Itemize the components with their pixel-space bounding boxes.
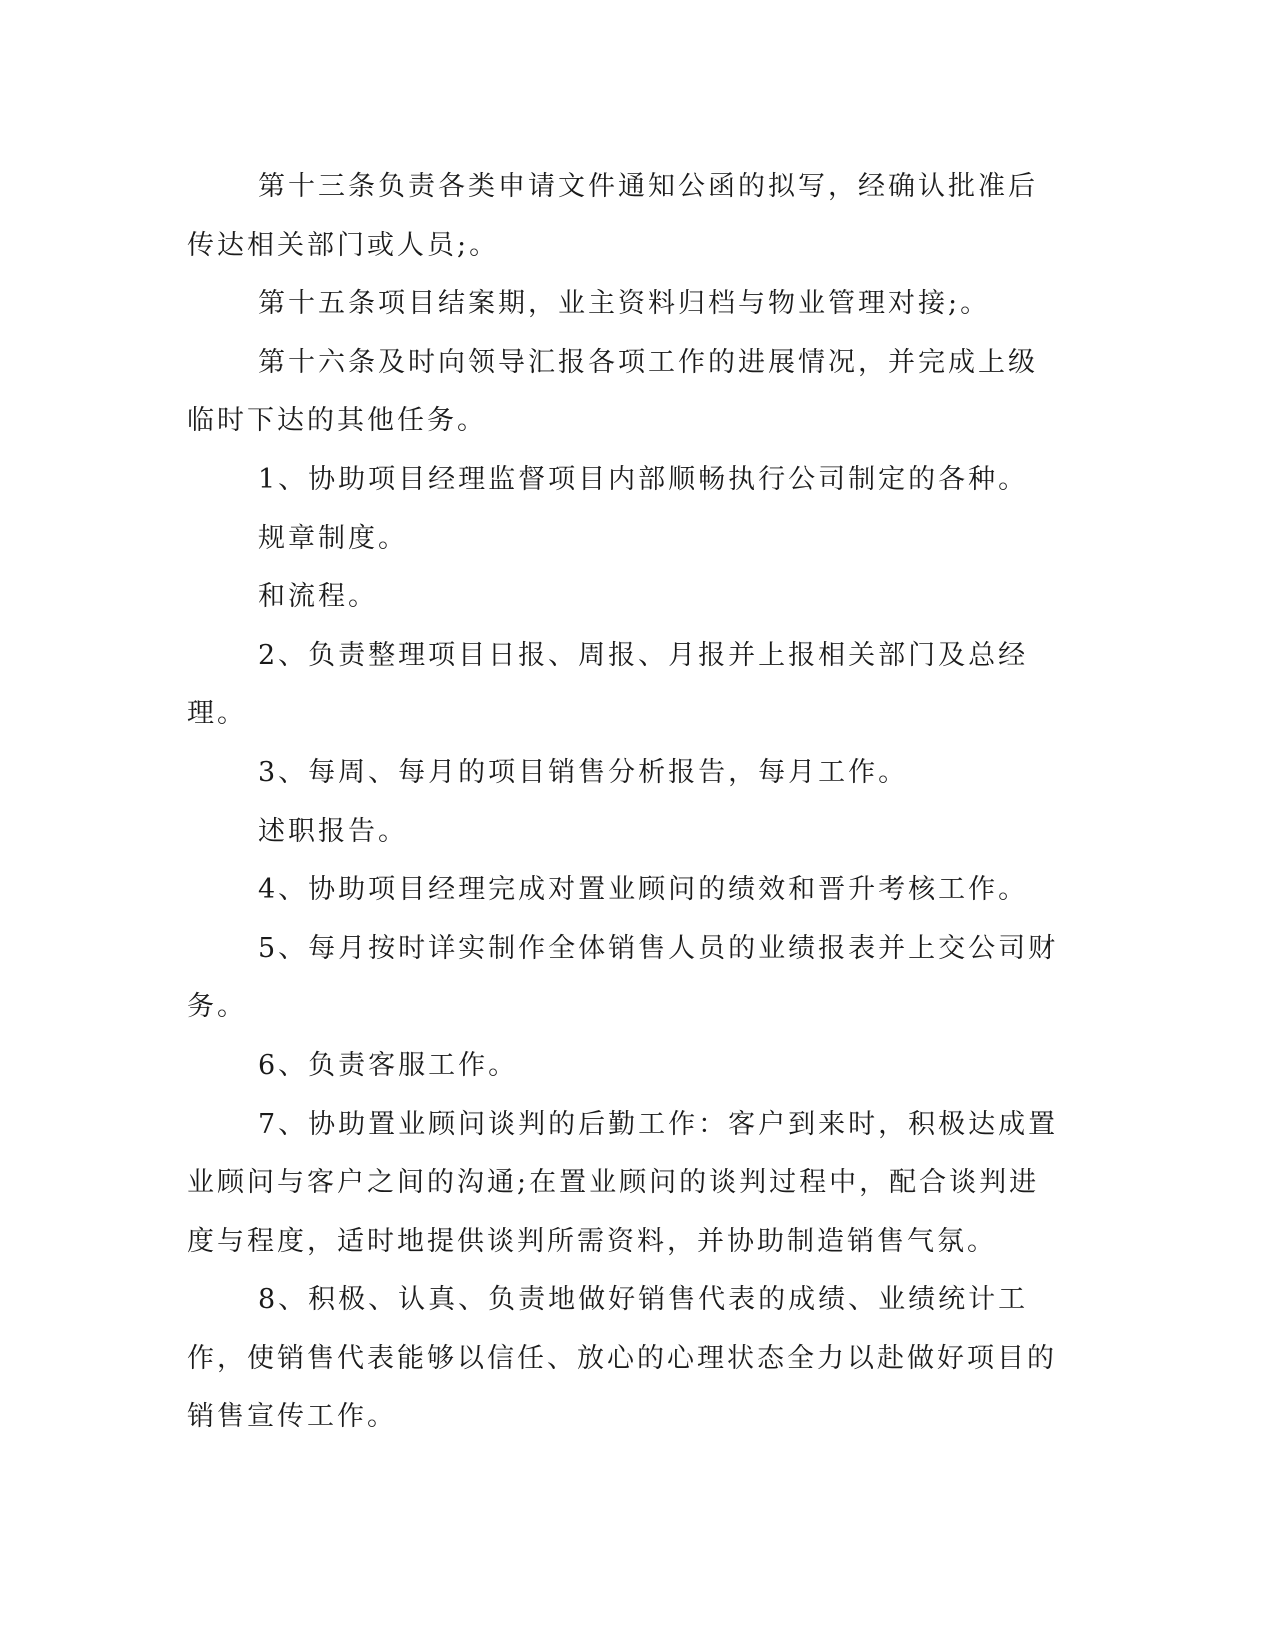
list-item-3-continued: 述职报告。 — [258, 815, 408, 847]
list-item-2: 2、负责整理项目日报、周报、月报并上报相关部门及总经理。 — [187, 639, 1029, 730]
list-item-8: 8、积极、认真、负责地做好销售代表的成绩、业绩统计工作，使销售代表能够以信任、放心的心理状态全力以赴做好项目的销售宣传工作。 — [187, 1284, 1057, 1433]
paragraph-article-16: 第十六条及时向领导汇报各项工作的进展情况，并完成上级临时下达的其他任务。 — [187, 346, 1038, 437]
list-item-6: 6、负责客服工作。 — [258, 1049, 519, 1081]
list-item-7: 7、协助置业顾问谈判的后勤工作：客户到来时，积极达成置业顾问与客户之间的沟通;在置业顾问的谈判过程中，配合谈判进度与程度，适时地提供谈判所需资料，并协助制造销售气氛。 — [187, 1108, 1059, 1257]
document-body — [187, 158, 1067, 1447]
paragraph-article-13: 第十三条负责各类申请文件通知公函的拟写，经确认批准后传达相关部门或人员;。 — [187, 171, 1038, 261]
list-item-5: 5、每月按时详实制作全体销售人员的业绩报表并上交公司财务。 — [187, 932, 1059, 1023]
list-item-1-continued-b: 和流程。 — [258, 581, 378, 613]
list-item-1-continued-a: 规章制度。 — [258, 522, 408, 554]
list-item-4: 4、协助项目经理完成对置业顾问的绩效和晋升考核工作。 — [258, 874, 1029, 906]
list-item-1: 1、协助项目经理监督项目内部顺畅执行公司制定的各种。 — [258, 463, 1029, 495]
paragraph-article-15: 第十五条项目结案期，业主资料归档与物业管理对接;。 — [258, 288, 991, 320]
list-item-3: 3、每周、每月的项目销售分析报告，每月工作。 — [258, 756, 909, 788]
